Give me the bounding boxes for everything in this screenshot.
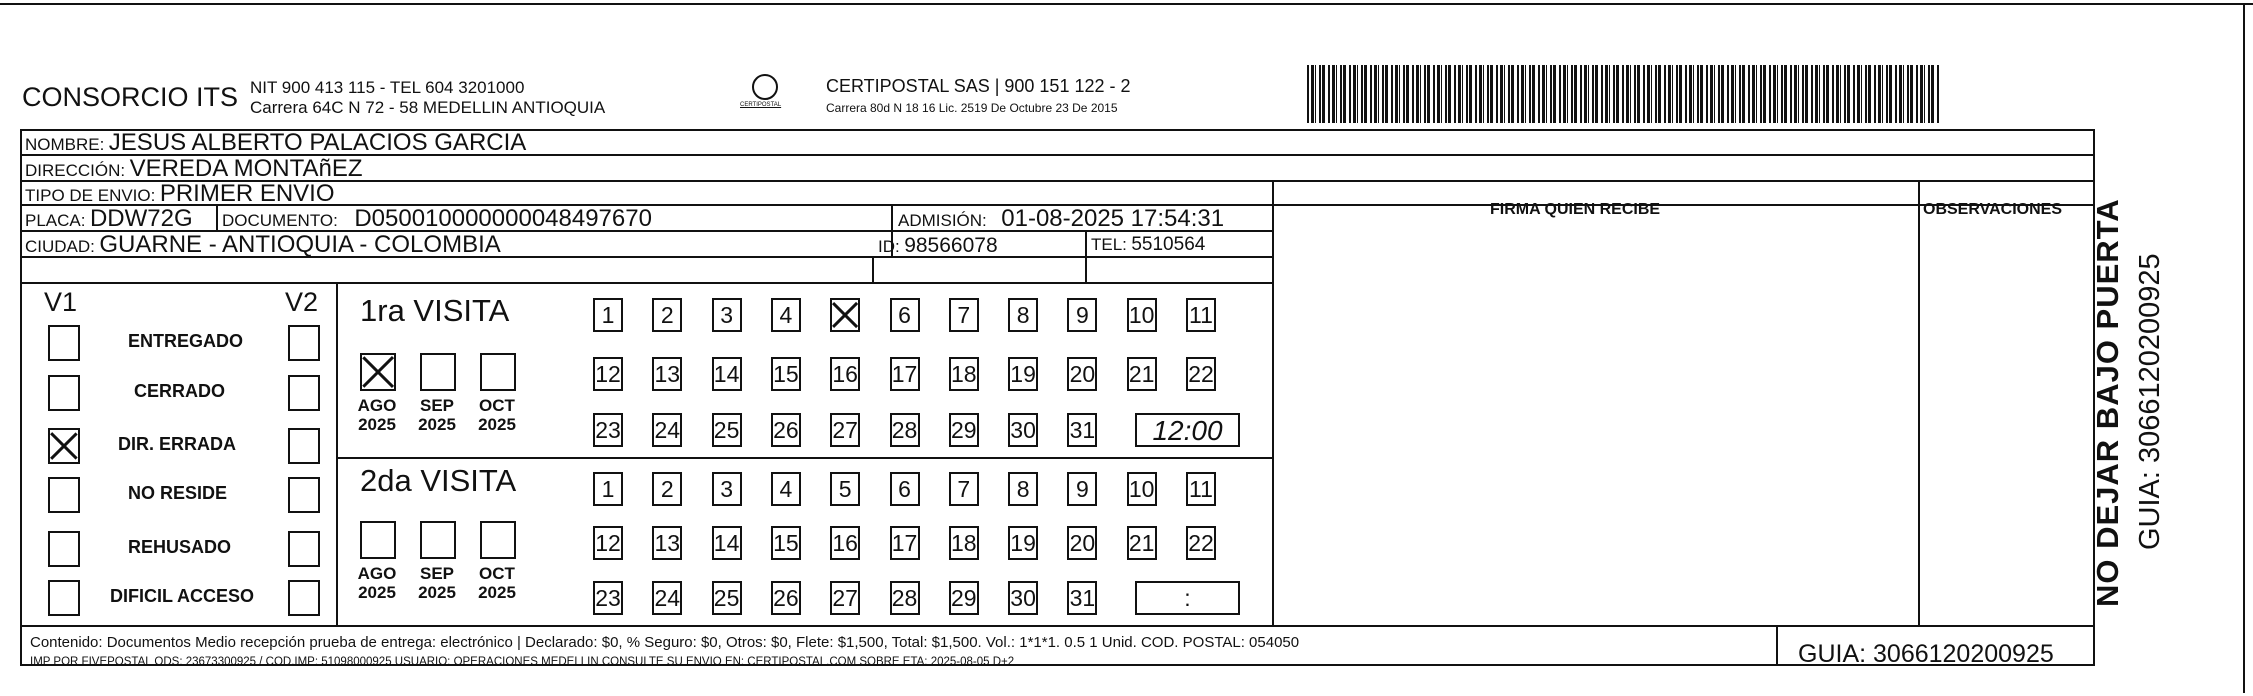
option-label-cerrado: CERRADO [134,381,226,401]
direccion-value: VEREDA MONTAñEZ [129,155,363,182]
second-day-19[interactable]: 19 [1008,526,1038,560]
admision-label: ADMISIÓN: [898,211,987,230]
first-day-1[interactable]: 1 [593,298,623,332]
second-month-checkbox-oct[interactable] [480,521,516,559]
first-day-29[interactable]: 29 [949,413,979,447]
first-day-20[interactable]: 20 [1067,357,1097,391]
second-day-10[interactable]: 10 [1127,472,1157,506]
second-month-label-oct: OCT 2025 [478,564,516,602]
first-time-box[interactable]: 12:00 [1135,413,1240,447]
nombre-value: JESUS ALBERTO PALACIOS GARCIA [108,129,527,156]
v1-checkbox-dir-errada[interactable] [48,428,80,464]
v2-checkbox-dir-errada[interactable] [288,428,320,464]
company-nit: NIT 900 413 115 - TEL 604 3201000 [250,78,525,97]
second-day-9[interactable]: 9 [1067,472,1097,506]
first-day-31[interactable]: 31 [1067,413,1097,447]
first-day-17[interactable]: 17 [890,357,920,391]
second-day-29[interactable]: 29 [949,581,979,615]
v2-label: V2 [285,287,319,317]
first-day-18[interactable]: 18 [949,357,979,391]
direccion-row [25,155,363,183]
v1-checkbox-cerrado[interactable] [48,375,80,411]
second-day-2[interactable]: 2 [652,472,682,506]
second-day-26[interactable]: 26 [771,581,801,615]
second-day-6[interactable]: 6 [890,472,920,506]
license-line: Carrera 80d N 18 16 Lic. 2519 De Octubre 23 De 2015 [826,101,1118,115]
first-day-15[interactable]: 15 [771,357,801,391]
observaciones-header: OBSERVACIONES [1923,201,2062,218]
option-label-entregado: ENTREGADO [128,331,244,351]
tel-label: TEL: [1091,235,1127,254]
second-day-14[interactable]: 14 [712,526,742,560]
tipo-row [25,180,335,208]
first-visit-title: 1ra VISITA [360,293,510,328]
second-day-18[interactable]: 18 [949,526,979,560]
v2-checkbox-entregado[interactable] [288,325,320,361]
second-day-5[interactable]: 5 [830,472,860,506]
option-label-rehusado: REHUSADO [128,537,232,557]
second-day-30[interactable]: 30 [1008,581,1038,615]
v1-checkbox-no-reside[interactable] [48,477,80,513]
first-day-25[interactable]: 25 [712,413,742,447]
second-visit-title: 2da VISITA [360,463,517,498]
first-month-checkbox-sep[interactable] [420,353,456,391]
certipostal-logo-icon [752,74,778,100]
ciudad-value: GUARNE - ANTIOQUIA - COLOMBIA [99,231,501,258]
first-day-27[interactable]: 27 [830,413,860,447]
id-value: 98566078 [904,234,998,257]
second-day-25[interactable]: 25 [712,581,742,615]
documento-value: D050010000000048497670 [354,205,652,232]
v1-checkbox-entregado[interactable] [48,325,80,361]
second-day-21[interactable]: 21 [1127,526,1157,560]
id-label: ID: [878,237,900,256]
v2-checkbox-rehusado[interactable] [288,531,320,567]
second-day-17[interactable]: 17 [890,526,920,560]
second-month-checkbox-sep[interactable] [420,521,456,559]
placa-label: PLACA: [25,211,86,230]
tel-row [1091,234,1205,256]
second-time-box[interactable]: : [1135,581,1240,615]
second-day-20[interactable]: 20 [1067,526,1097,560]
footer-guia: GUIA: 3066120200925 [1798,640,2054,668]
certipostal-line: CERTIPOSTAL SAS | 900 151 122 - 2 [826,76,1131,96]
nombre-label: NOMBRE: [25,135,105,154]
option-label-dir-errada: DIR. ERRADA [118,434,237,454]
first-month-checkbox-oct[interactable] [480,353,516,391]
id-row [878,234,998,258]
option-label-dificil-acceso: DIFICIL ACCESO [110,586,255,606]
first-day-3[interactable]: 3 [712,298,742,332]
second-day-24[interactable]: 24 [652,581,682,615]
v1-label: V1 [44,287,78,317]
placa-value: DDW72G [89,205,193,232]
first-day-23[interactable]: 23 [593,413,623,447]
placa-row [25,205,193,233]
ciudad-label: CIUDAD: [25,237,95,256]
first-day-5[interactable] [830,298,860,332]
second-day-13[interactable]: 13 [652,526,682,560]
scan-border-right [2243,3,2245,693]
v2-checkbox-cerrado[interactable] [288,375,320,411]
v2-checkbox-no-reside[interactable] [288,477,320,513]
first-day-13[interactable]: 13 [652,357,682,391]
second-day-23[interactable]: 23 [593,581,623,615]
second-day-31[interactable]: 31 [1067,581,1097,615]
first-month-label-ago: AGO 2025 [357,396,397,434]
second-month-checkbox-ago[interactable] [360,521,396,559]
second-day-28[interactable]: 28 [890,581,920,615]
direccion-label: DIRECCIÓN: [25,161,126,180]
first-day-7[interactable]: 7 [949,298,979,332]
second-month-label-sep: SEP 2025 [418,564,456,602]
v1-checkbox-dificil-acceso[interactable] [48,580,80,616]
footer-imp: IMP POR FIVEPOSTAL ODS: 23673300925 / COD.IMP: 51098000925 USUARIO: OPERACIONES MEDELLIN CONSULTE SU ENVIO EN: CERTIPOSTAL.COM SOBRE ETA: 2025-08-05 D+2 [30,656,1015,668]
first-day-28[interactable]: 28 [890,413,920,447]
second-day-4[interactable]: 4 [771,472,801,506]
second-day-22[interactable]: 22 [1186,526,1216,560]
ciudad-row [25,231,501,259]
first-day-22[interactable]: 22 [1186,357,1216,391]
logo-text: CERTIPOSTAL [740,102,782,108]
v2-checkbox-dificil-acceso[interactable] [288,580,320,616]
nombre-row [25,129,526,157]
v1-checkbox-rehusado[interactable] [48,531,80,567]
footer-contenido: Contenido: Documentos Medio recepción prueba de entrega: electrónico | Declarado: $0, % Seguro: $0, Otros: $0, Flete: $1,500, Total: $1,500. Vol.: 1*1*1. 0.5 1 Unid. COD. POSTAL: 054050 [30,634,1300,651]
option-label-no-reside: NO RESIDE [128,483,228,503]
first-month-label-oct: OCT 2025 [478,396,516,434]
side-guia: GUIA: 3066120200925 [2134,253,2166,550]
documento-label: DOCUMENTO: [222,211,338,230]
first-day-30[interactable]: 30 [1008,413,1038,447]
first-day-10[interactable]: 10 [1127,298,1157,332]
barcode [1307,65,1941,123]
second-day-8[interactable]: 8 [1008,472,1038,506]
second-day-1[interactable]: 1 [593,472,623,506]
company-name: CONSORCIO ITS [22,82,239,112]
first-day-19[interactable]: 19 [1008,357,1038,391]
documento-row [222,205,652,233]
admision-value: 01-08-2025 17:54:31 [1001,205,1225,232]
tipo-value: PRIMER ENVIO [159,180,335,207]
second-day-15[interactable]: 15 [771,526,801,560]
company-address: Carrera 64C N 72 - 58 MEDELLIN ANTIOQUIA [250,98,606,117]
firma-header: FIRMA QUIEN RECIBE [1490,201,1661,218]
first-day-16[interactable]: 16 [830,357,860,391]
first-day-26[interactable]: 26 [771,413,801,447]
tel-value: 5510564 [1131,234,1206,255]
first-day-11[interactable]: 11 [1186,298,1216,332]
second-day-27[interactable]: 27 [830,581,860,615]
scan-border-top [0,3,2253,5]
first-day-2[interactable]: 2 [652,298,682,332]
first-day-6[interactable]: 6 [890,298,920,332]
second-day-12[interactable]: 12 [593,526,623,560]
first-day-8[interactable]: 8 [1008,298,1038,332]
second-day-16[interactable]: 16 [830,526,860,560]
second-day-7[interactable]: 7 [949,472,979,506]
first-day-24[interactable]: 24 [652,413,682,447]
first-day-14[interactable]: 14 [712,357,742,391]
first-day-21[interactable]: 21 [1127,357,1157,391]
first-day-9[interactable]: 9 [1067,298,1097,332]
second-month-label-ago: AGO 2025 [357,564,397,602]
first-day-12[interactable]: 12 [593,357,623,391]
second-day-11[interactable]: 11 [1186,472,1216,506]
second-day-3[interactable]: 3 [712,472,742,506]
admision-row [898,205,1224,233]
tipo-label: TIPO DE ENVIO: [25,186,156,205]
first-month-label-sep: SEP 2025 [418,396,456,434]
first-month-checkbox-ago[interactable] [360,353,396,391]
first-day-4[interactable]: 4 [771,298,801,332]
side-warning: NO DEJAR BAJO PUERTA [2090,198,2125,607]
